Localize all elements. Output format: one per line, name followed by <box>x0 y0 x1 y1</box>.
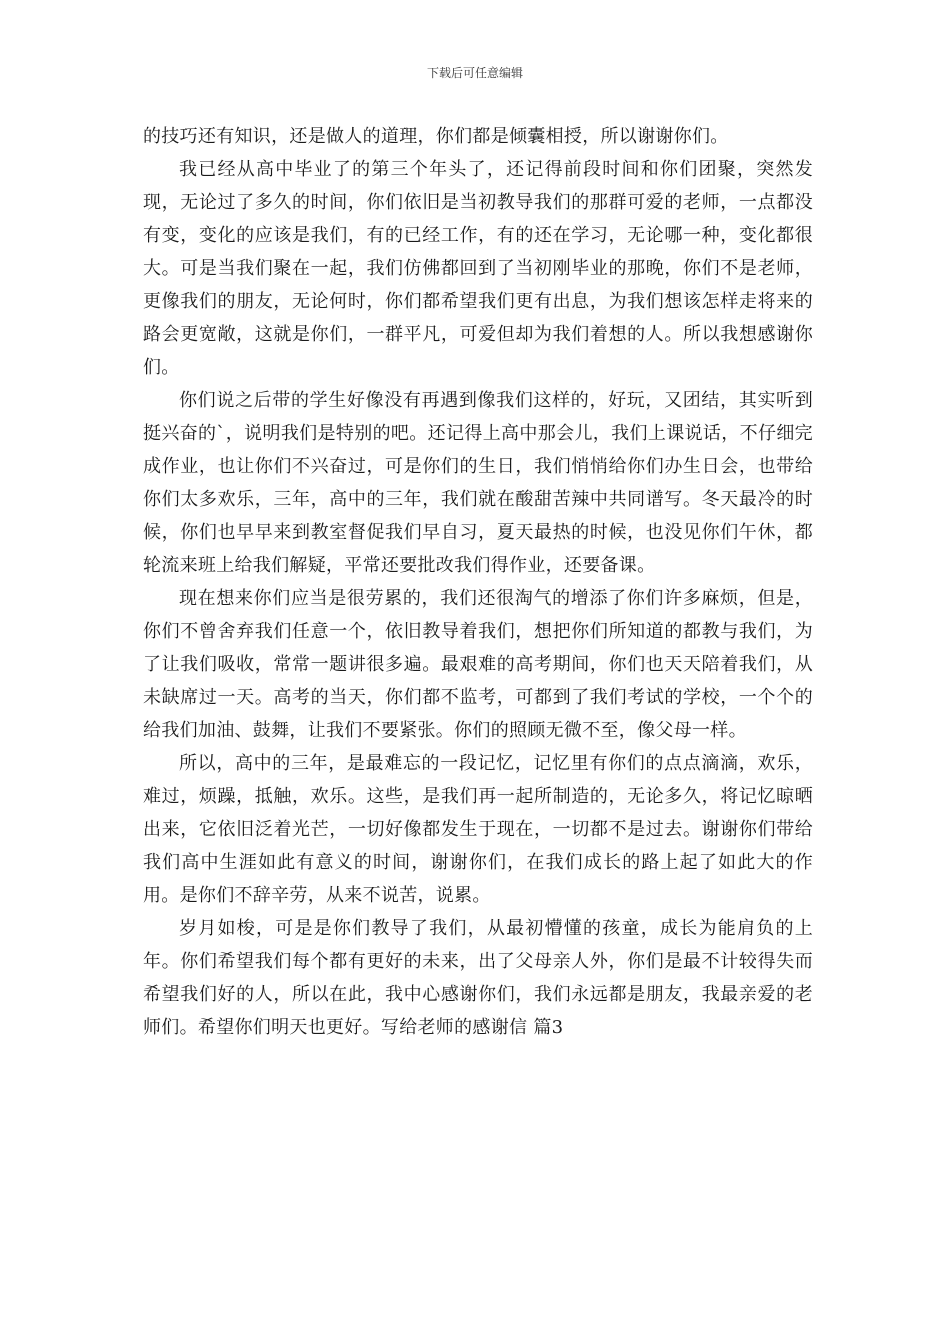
document-body <box>143 120 813 1044</box>
paragraph-4: 现在想来你们应当是很劳累的，我们还很淘气的增添了你们许多麻烦，但是，你们不曾舍弃我们任意一个，依旧教导着我们，想把你们所知道的都教与我们，为了让我们吸收，常常一题讲很多遍。最艰难的高考期间，你们也天天陪着我们，从未缺席过一天。高考的当天，你们都不监考，可都到了我们考试的学校，一个个的给我们加油、鼓舞，让我们不要紧张。你们的照顾无微不至，像父母一样。 <box>143 588 813 741</box>
paragraph-6: 岁月如梭，可是是你们教导了我们，从最初懵懂的孩童，成长为能肩负的上年。你们希望我们每个都有更好的未来，出了父母亲人外，你们是最不计较得失而希望我们好的人，所以在此，我中心感谢你们，我们永远都是朋友，我最亲爱的老师们。希望你们明天也更好。写给老师的感谢信 篇3 <box>143 918 813 1038</box>
paragraph-3: 你们说之后带的学生好像没有再遇到像我们这样的，好玩，又团结，其实听到挺兴奋的`，说明我们是特别的吧。还记得上高中那会儿，我们上课说话，不仔细完成作业，也让你们不兴奋过，可是你们的生日，我们悄悄给你们办生日会，也带给你们太多欢乐，三年，高中的三年，我们就在酸甜苦辣中共同谱写。冬天最冷的时候，你们也早早来到教室督促我们早自习，夏天最热的时候，也没见你们午休，都轮流来班上给我们解疑，平常还要批改我们得作业，还要备课。 <box>143 390 813 576</box>
paragraph-5: 所以，高中的三年，是最难忘的一段记忆，记忆里有你们的点点滴滴，欢乐，难过，烦躁，抵触，欢乐。这些，是我们再一起所制造的，无论多久，将记忆晾晒出来，它依旧泛着光芒，一切好像都发生于现在，一切都不是过去。谢谢你们带给我们高中生涯如此有意义的时间，谢谢你们，在我们成长的路上起了如此大的作用。是你们不辞辛劳，从来不说苦，说累。 <box>143 753 813 906</box>
paragraph-1: 的技巧还有知识，还是做人的道理，你们都是倾囊相授，所以谢谢你们。 <box>143 126 729 147</box>
page-header-note: 下载后可任意编辑 <box>426 66 523 80</box>
paragraph-2: 我已经从高中毕业了的第三个年头了，还记得前段时间和你们团聚，突然发现，无论过了多久的时间，你们依旧是当初教导我们的那群可爱的老师，一点都没有变，变化的应该是我们，有的已经工作，有的还在学习，无论哪一种，变化都很大。可是当我们聚在一起，我们仿佛都回到了当初刚毕业的那晚，你们不是老师，更像我们的朋友，无论何时，你们都希望我们更有出息，为我们想该怎样走将来的路会更宽敞，这就是你们，一群平凡，可爱但却为我们着想的人。所以我想感谢你们。 <box>143 159 813 378</box>
